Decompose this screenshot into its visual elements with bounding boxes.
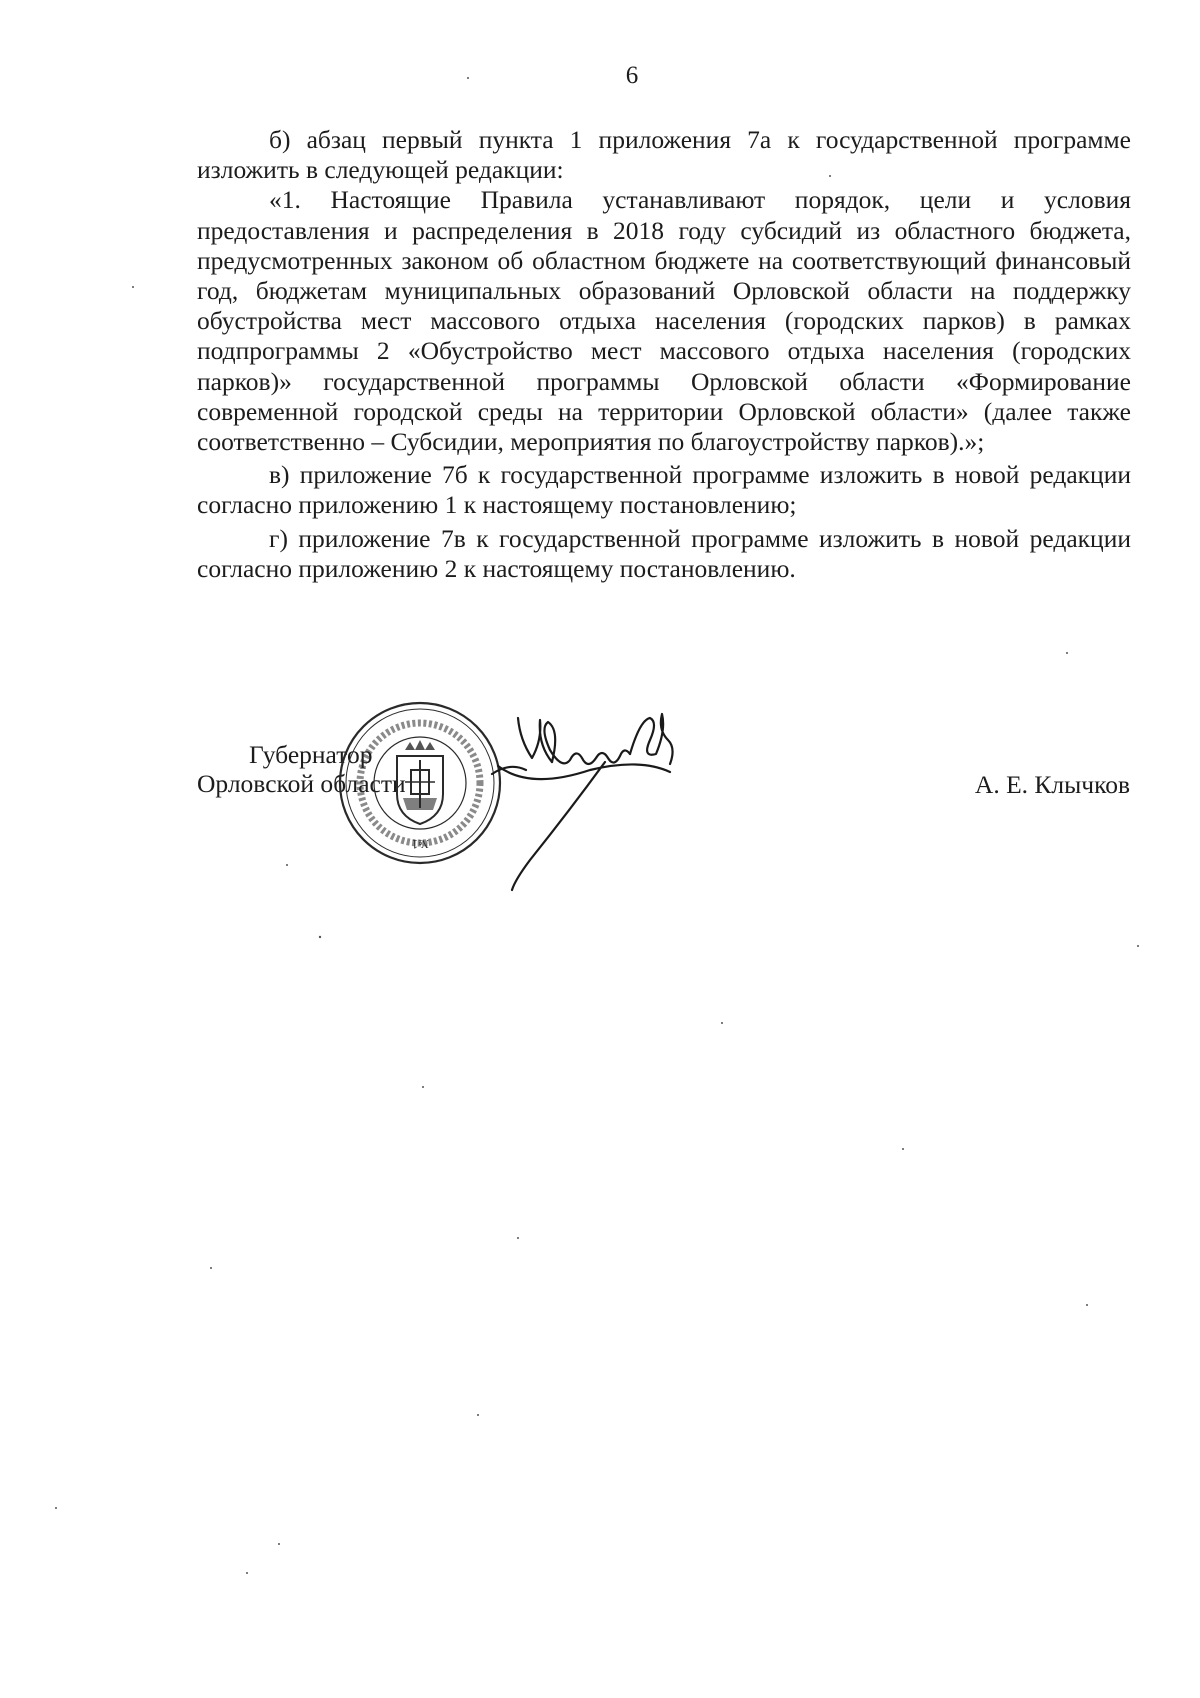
paragraph-b: б) абзац первый пункта 1 приложения 7а к государственной программе изложить в следующей редакции: (197, 125, 1131, 185)
svg-text:№1: №1 (411, 837, 429, 850)
paragraph-g: г) приложение 7в к государственной программе изложить в новой редакции согласно приложению 2 к настоящему постановлению. (197, 523, 1131, 583)
document-body (197, 125, 1131, 584)
signatory-name: А. Е. Клычков (974, 770, 1130, 799)
page-number: 6 (625, 62, 639, 89)
signatory-title-line2: Орловской области (197, 769, 406, 798)
paragraph-rule-1: «1. Настоящие Правила устанавливают порядок, цели и условия предоставления и распределения в 2018 году субсидий из областного бюджета, предусмотренных законом об областном бюджете на соответствующий финансовый год, бюджетам муниципальных образований Орловской области на поддержку обустройства мест массового отдыха населения (городских парков) в рамках подпрограммы 2 «Обустройство мест массового отдыха населения (городских парков)» государственной программы Орловской области «Формирование современной городской среды на территории Орловской области» (далее также соответственно – Субсидии, мероприятия по благоустройству парков).»; (197, 185, 1131, 457)
paragraph-v: в) приложение 7б к государственной программе изложить в новой редакции согласно приложению 1 к настоящему постановлению; (197, 460, 1131, 520)
handwritten-signature (490, 700, 730, 900)
signature-block (0, 680, 1200, 920)
official-seal-icon (335, 698, 505, 868)
signatory-title-line1: Губернатор (249, 740, 373, 769)
